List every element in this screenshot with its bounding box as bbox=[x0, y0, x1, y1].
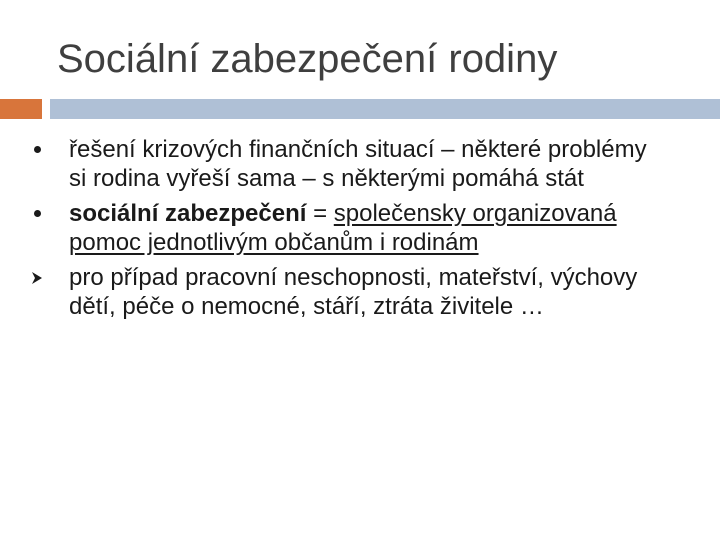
bullet-item-definition bbox=[0, 199, 720, 257]
bullet-list bbox=[0, 135, 720, 327]
slide-title: Sociální zabezpečení rodiny bbox=[57, 37, 558, 81]
bullet-text: pro případ pracovní neschopnosti, mateřství, výchovy dětí, péče o nemocné, stáří, ztráta živitele … bbox=[69, 264, 638, 320]
bullet-arrow-icon bbox=[30, 263, 44, 292]
accent-bar-blue bbox=[50, 99, 720, 119]
accent-bar-orange bbox=[0, 99, 42, 119]
bullet-item-cases bbox=[0, 263, 720, 321]
bullet-term: sociální zabezpečení bbox=[69, 200, 307, 227]
bullet-dot-icon bbox=[30, 135, 44, 164]
bullet-item-crisis bbox=[0, 135, 720, 193]
bullet-text: řešení krizových finančních situací – některé problémy si rodina vyřeší sama – s některými pomáhá stát bbox=[69, 136, 647, 192]
bullet-dot-icon bbox=[30, 199, 44, 228]
bullet-separator: = bbox=[306, 200, 334, 227]
bullet-definition: společensky organizovaná pomoc jednotlivým občanům i rodinám bbox=[69, 200, 617, 256]
